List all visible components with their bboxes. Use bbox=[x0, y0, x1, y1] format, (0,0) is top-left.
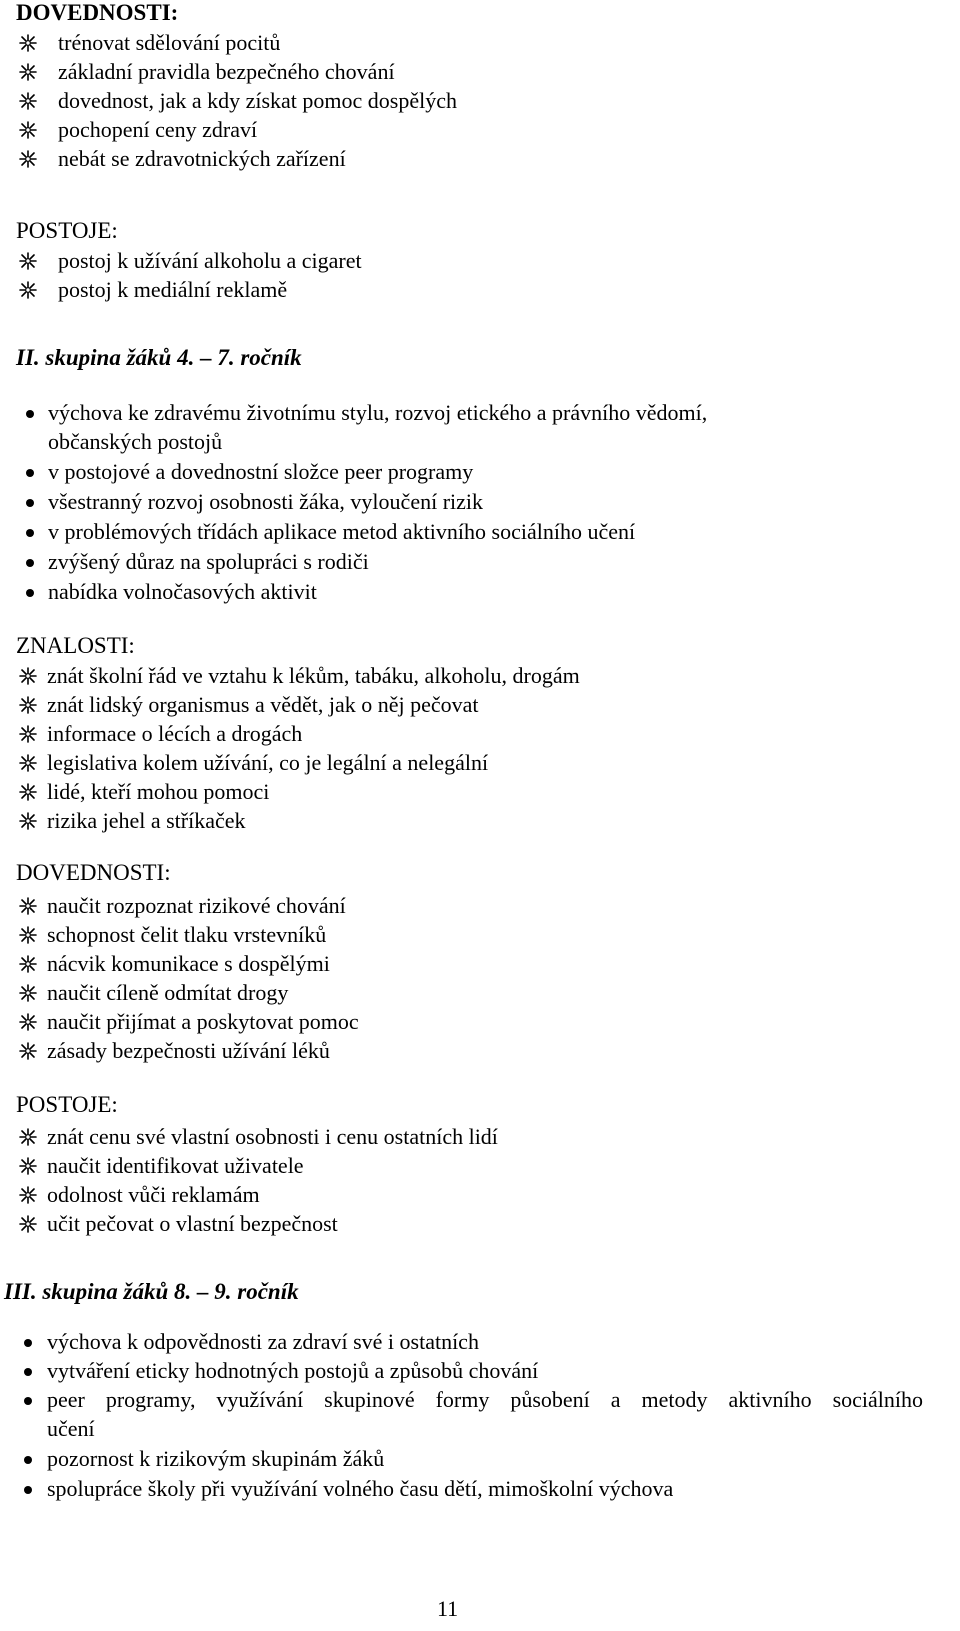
star-bullet-icon bbox=[19, 63, 37, 81]
list-item: učit pečovat o vlastní bezpečnost bbox=[47, 1211, 338, 1236]
list-item: pochopení ceny zdraví bbox=[58, 117, 258, 142]
list-item: všestranný rozvoj osobnosti žáka, vyloučení rizik bbox=[48, 489, 484, 514]
star-bullet-icon bbox=[19, 696, 37, 714]
star-bullet-icon bbox=[19, 1186, 37, 1204]
bullet-dot-icon bbox=[26, 410, 34, 418]
list-item: legislativa kolem užívání, co je legální a nelegální bbox=[47, 750, 489, 775]
star-bullet-icon bbox=[19, 150, 37, 168]
list-item: peer programy, využívání skupinové formy působení a metody aktivního sociálního bbox=[47, 1387, 923, 1412]
list-item: naučit cíleně odmítat drogy bbox=[47, 980, 289, 1005]
star-bullet-icon bbox=[19, 754, 37, 772]
list-item: postoj k mediální reklamě bbox=[58, 277, 288, 302]
heading-postoje: POSTOJE: bbox=[16, 1092, 118, 1117]
star-bullet-icon bbox=[19, 1128, 37, 1146]
bullet-dot-icon bbox=[24, 1456, 32, 1464]
list-item: naučit identifikovat uživatele bbox=[47, 1153, 304, 1178]
list-item: spolupráce školy při využívání volného času dětí, mimoškolní výchova bbox=[47, 1476, 674, 1501]
star-bullet-icon bbox=[19, 92, 37, 110]
heading-znalosti: ZNALOSTI: bbox=[16, 633, 135, 658]
list-item: naučit přijímat a poskytovat pomoc bbox=[47, 1009, 359, 1034]
list-item: výchova k odpovědnosti za zdraví své i ostatních bbox=[47, 1329, 479, 1354]
bullet-dot-icon bbox=[26, 589, 34, 597]
bullet-dot-icon bbox=[26, 529, 34, 537]
list-item: výchova ke zdravému životnímu stylu, rozvoj etického a právního vědomí, bbox=[48, 400, 708, 425]
star-bullet-icon bbox=[19, 1215, 37, 1233]
heading-dovednosti: DOVEDNOSTI: bbox=[16, 860, 171, 885]
list-item-continuation: učení bbox=[47, 1416, 95, 1441]
star-bullet-icon bbox=[19, 1157, 37, 1175]
star-bullet-icon bbox=[19, 783, 37, 801]
list-item: v problémových třídách aplikace metod aktivního sociálního učení bbox=[48, 519, 636, 544]
bullet-dot-icon bbox=[26, 469, 34, 477]
star-bullet-icon bbox=[19, 926, 37, 944]
bullet-dot-icon bbox=[26, 559, 34, 567]
star-bullet-icon bbox=[19, 1042, 37, 1060]
star-bullet-icon bbox=[19, 252, 37, 270]
bullet-dot-icon bbox=[24, 1397, 32, 1405]
star-bullet-icon bbox=[19, 667, 37, 685]
list-item: informace o lécích a drogách bbox=[47, 721, 303, 746]
star-bullet-icon bbox=[19, 281, 37, 299]
list-item: nácvik komunikace s dospělými bbox=[47, 951, 330, 976]
list-item: znát školní řád ve vztahu k lékům, tabáku, alkoholu, drogám bbox=[47, 663, 580, 688]
list-item: lidé, kteří mohou pomoci bbox=[47, 779, 270, 804]
bullet-dot-icon bbox=[24, 1368, 32, 1376]
list-item: odolnost vůči reklamám bbox=[47, 1182, 260, 1207]
list-item: nabídka volnočasových aktivit bbox=[48, 579, 317, 604]
list-item: zásady bezpečnosti užívání léků bbox=[47, 1038, 330, 1063]
star-bullet-icon bbox=[19, 1013, 37, 1031]
list-item: pozornost k rizikovým skupinám žáků bbox=[47, 1446, 385, 1471]
star-bullet-icon bbox=[19, 725, 37, 743]
page-number: 11 bbox=[437, 1596, 459, 1621]
star-bullet-icon bbox=[19, 812, 37, 830]
bullet-dot-icon bbox=[24, 1339, 32, 1347]
star-bullet-icon bbox=[19, 897, 37, 915]
star-bullet-icon bbox=[19, 984, 37, 1002]
heading-postoje: POSTOJE: bbox=[16, 218, 118, 243]
bullet-dot-icon bbox=[26, 499, 34, 507]
list-item: vytváření eticky hodnotných postojů a způsobů chování bbox=[47, 1358, 539, 1383]
list-item: znát lidský organismus a vědět, jak o něj pečovat bbox=[47, 692, 479, 717]
list-item: dovednost, jak a kdy získat pomoc dospělých bbox=[58, 88, 457, 113]
list-item: trénovat sdělování pocitů bbox=[58, 30, 281, 55]
list-item: znát cenu své vlastní osobnosti i cenu ostatních lidí bbox=[47, 1124, 498, 1149]
group-title-iii: III. skupina žáků 8. – 9. ročník bbox=[4, 1279, 299, 1304]
list-item: rizika jehel a stříkaček bbox=[47, 808, 246, 833]
star-bullet-icon bbox=[19, 34, 37, 52]
star-bullet-icon bbox=[19, 121, 37, 139]
heading-dovednosti: DOVEDNOSTI: bbox=[16, 0, 179, 25]
group-title-ii: II. skupina žáků 4. – 7. ročník bbox=[16, 345, 302, 370]
list-item: schopnost čelit tlaku vrstevníků bbox=[47, 922, 327, 947]
bullet-dot-icon bbox=[24, 1486, 32, 1494]
list-item: naučit rozpoznat rizikové chování bbox=[47, 893, 346, 918]
star-bullet-icon bbox=[19, 955, 37, 973]
list-item-continuation: občanských postojů bbox=[48, 429, 223, 454]
list-item: postoj k užívání alkoholu a cigaret bbox=[58, 248, 362, 273]
list-item: zvýšený důraz na spolupráci s rodiči bbox=[48, 549, 369, 574]
list-item: nebát se zdravotnických zařízení bbox=[58, 146, 346, 171]
list-item: základní pravidla bezpečného chování bbox=[58, 59, 395, 84]
list-item: v postojové a dovednostní složce peer programy bbox=[48, 459, 474, 484]
